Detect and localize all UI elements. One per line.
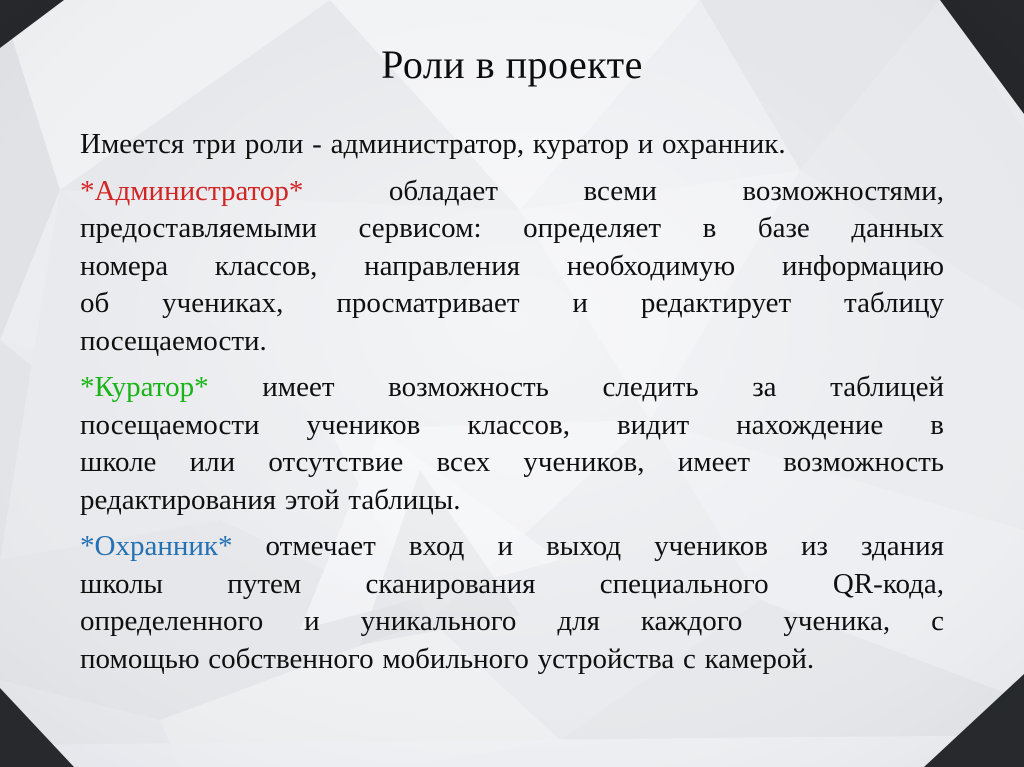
paragraph <box>80 173 944 361</box>
text-line <box>80 369 944 407</box>
role-name-guard: *Охранник* <box>80 530 233 562</box>
text-line <box>80 285 944 323</box>
text-line <box>80 248 944 286</box>
text-segment: номера классов, направления необходимую информацию <box>80 249 944 282</box>
paragraph <box>80 528 944 678</box>
text-segment: определенного и уникального для каждого ученика, с <box>80 605 944 637</box>
text-segment: предоставляемыми сервисом: определяет в базе данных <box>80 212 944 244</box>
text-segment: школы путем сканирования специального QR-кода, <box>80 567 944 600</box>
text-line <box>80 407 944 445</box>
text-line <box>80 566 944 604</box>
text-line <box>80 323 944 361</box>
text-line <box>80 173 944 211</box>
text-segment: помощью собственного мобильного устройства с камерой. <box>80 642 815 675</box>
text-segment: обладает всеми возможностями, <box>303 174 944 207</box>
paragraph <box>80 369 944 519</box>
role-name-admin: *Администратор* <box>80 174 304 207</box>
text-segment: посещаемости учеников классов, видит нахождение в <box>80 408 944 441</box>
text-line <box>80 210 944 248</box>
text-segment: Имеется три роли - администратор, куратор и охранник. <box>80 128 786 160</box>
text-line <box>80 482 944 520</box>
text-line <box>80 528 944 566</box>
paragraph <box>80 126 944 164</box>
slide-title: Роли в проекте <box>381 42 643 87</box>
text-segment: школе или отсутствие всех учеников, имеет возможность <box>80 446 944 478</box>
text-segment: отмечает вход и выход учеников из здания <box>232 530 944 562</box>
text-segment: посещаемости. <box>80 324 267 357</box>
text-line <box>80 126 944 164</box>
text-segment: об учениках, просматривает и редактирует таблицу <box>80 287 944 319</box>
text-line <box>80 641 944 679</box>
body-text <box>80 126 944 687</box>
text-line <box>80 603 944 641</box>
text-segment: имеет возможность следить за таблицей <box>208 371 944 403</box>
role-name-curator: *Куратор* <box>80 371 209 403</box>
text-segment: редактирования этой таблицы. <box>80 483 461 516</box>
text-line <box>80 444 944 482</box>
